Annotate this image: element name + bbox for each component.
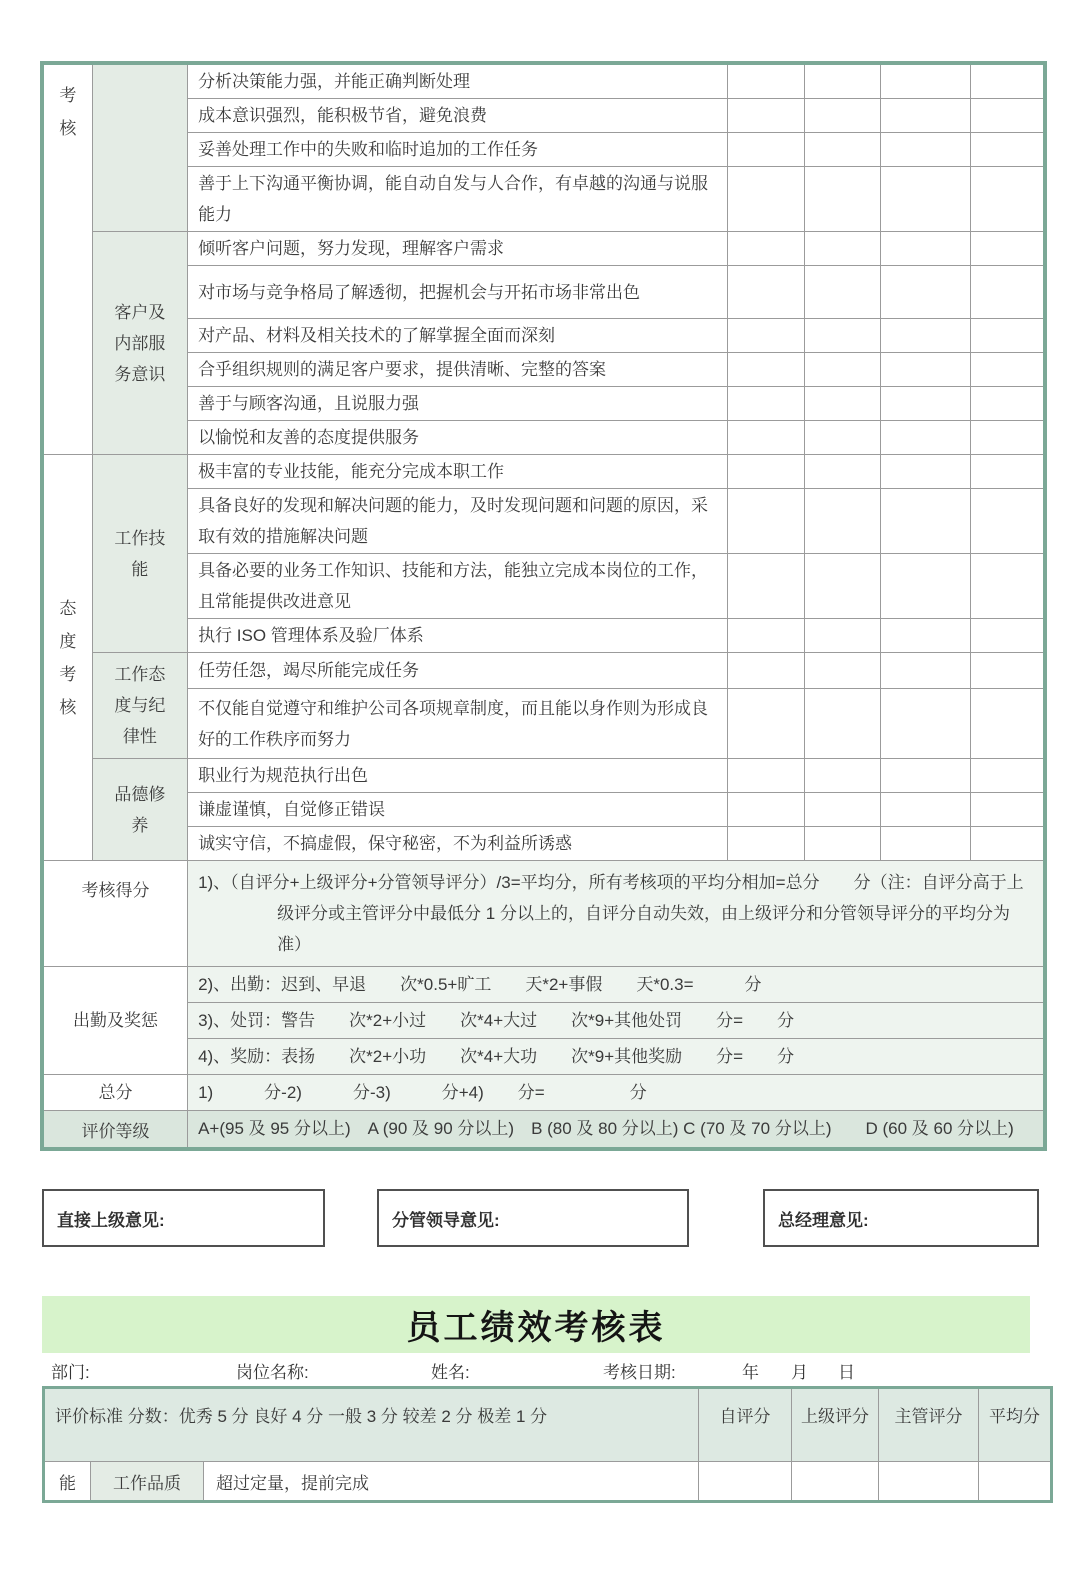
score-input-cell[interactable] [880, 689, 970, 759]
total-formula-cell: 1) 分-2) 分-3) 分+4) 分= 分 [188, 1075, 1045, 1111]
criteria-text-cell: 极丰富的专业技能，能充分完成本职工作 [188, 455, 728, 489]
month-label: 月 [791, 1363, 808, 1382]
score-input-cell[interactable] [804, 167, 880, 232]
rating-standard-header-row [44, 1388, 1052, 1462]
score-input-cell[interactable] [804, 653, 880, 689]
criteria-row [42, 387, 1045, 421]
general-manager-opinion-label: 总经理意见: [778, 1210, 869, 1230]
score-input-cell[interactable] [728, 554, 804, 619]
score-input-cell[interactable] [728, 319, 804, 353]
score-input-cell[interactable] [804, 489, 880, 554]
score-column-header: 上级评分 [792, 1388, 879, 1462]
criteria-text-cell: 以愉悦和友善的态度提供服务 [188, 421, 728, 455]
score-input-cell[interactable] [804, 421, 880, 455]
criteria-text-cell: 对市场与竞争格局了解透彻，把握机会与开拓市场非常出色 [188, 266, 728, 319]
score-column-header: 自评分 [699, 1388, 792, 1462]
grade-scale-row [42, 1111, 1045, 1150]
score-input-cell[interactable] [880, 266, 970, 319]
criteria-text-cell: 谦虚谨慎，自觉修正错误 [188, 793, 728, 827]
score-input-cell[interactable] [728, 489, 804, 554]
score-input-cell[interactable] [804, 619, 880, 653]
criteria-text-cell: 成本意识强烈，能积极节省，避免浪费 [188, 99, 728, 133]
score-input-cell[interactable] [728, 827, 804, 861]
score-input-cell[interactable] [880, 99, 970, 133]
criteria-text-cell: 分析决策能力强，并能正确判断处理 [188, 63, 728, 99]
form-title-bar [42, 1296, 1030, 1353]
criteria-row [42, 827, 1045, 861]
group-label-cell: 考核 [42, 63, 92, 455]
direct-supervisor-opinion-box[interactable] [42, 1189, 325, 1247]
score-input-cell[interactable] [880, 827, 970, 861]
form-title: 员工绩效考核表 [406, 1309, 666, 1347]
score-input-cell[interactable] [971, 554, 1045, 619]
score-input-cell[interactable] [804, 353, 880, 387]
score-input-cell[interactable] [880, 353, 970, 387]
score-input-cell[interactable] [728, 133, 804, 167]
score-input-cell[interactable] [979, 1462, 1052, 1502]
criteria-row [42, 619, 1045, 653]
score-input-cell[interactable] [699, 1462, 792, 1502]
employee-info-row [42, 1353, 1052, 1383]
criteria-row [42, 455, 1045, 489]
score-input-cell[interactable] [728, 99, 804, 133]
criteria-text-cell: 超过定量，提前完成 [204, 1462, 699, 1502]
criteria-text-cell: 合乎组织规则的满足客户要求，提供清晰、完整的答案 [188, 353, 728, 387]
criteria-text-cell: 妥善处理工作中的失败和临时追加的工作任务 [188, 133, 728, 167]
department-label: 部门: [51, 1363, 90, 1382]
division-leader-opinion-box[interactable] [377, 1189, 689, 1247]
year-label: 年 [742, 1363, 759, 1382]
score-input-cell[interactable] [971, 455, 1045, 489]
score-input-cell[interactable] [971, 759, 1045, 793]
rating-standard-table [42, 1386, 1053, 1503]
score-input-cell[interactable] [880, 319, 970, 353]
score-input-cell[interactable] [728, 266, 804, 319]
opinion-boxes-row [0, 1189, 1080, 1247]
criteria-row [42, 793, 1045, 827]
score-input-cell[interactable] [804, 793, 880, 827]
rating-standard-criteria-header: 评价标准 分数：优秀 5 分 良好 4 分 一般 3 分 较差 2 分 极差 1 分 [44, 1388, 699, 1462]
score-input-cell[interactable] [971, 387, 1045, 421]
score-input-cell[interactable] [728, 653, 804, 689]
review-date-label: 考核日期: [603, 1363, 676, 1382]
score-column-header: 平均分 [979, 1388, 1052, 1462]
performance-form-page [0, 61, 1080, 1503]
score-input-cell[interactable] [792, 1462, 879, 1502]
score-input-cell[interactable] [971, 232, 1045, 266]
criteria-row [42, 653, 1045, 689]
score-input-cell[interactable] [880, 455, 970, 489]
evaluation-criteria-table [40, 61, 1047, 1151]
subgroup-label-cell: 工作品质 [91, 1462, 204, 1502]
score-input-cell[interactable] [971, 63, 1045, 99]
score-input-cell[interactable] [880, 793, 970, 827]
score-input-cell[interactable] [728, 387, 804, 421]
score-input-cell[interactable] [880, 133, 970, 167]
criteria-row [42, 133, 1045, 167]
score-input-cell[interactable] [971, 319, 1045, 353]
total-score-row [42, 1075, 1045, 1111]
criteria-text-cell: 任劳任怨，竭尽所能完成任务 [188, 653, 728, 689]
score-input-cell[interactable] [728, 689, 804, 759]
name-label: 姓名: [431, 1363, 470, 1382]
score-input-cell[interactable] [728, 63, 804, 99]
score-input-cell[interactable] [971, 421, 1045, 455]
group-label-cell: 态度考核 [42, 455, 92, 861]
score-input-cell[interactable] [804, 133, 880, 167]
rating-criteria-row [44, 1462, 1052, 1502]
score-input-cell[interactable] [880, 554, 970, 619]
score-input-cell[interactable] [880, 63, 970, 99]
score-input-cell[interactable] [880, 232, 970, 266]
criteria-text-cell: 善于上下沟通平衡协调，能自动自发与人合作，有卓越的沟通与说服能力 [188, 167, 728, 232]
criteria-text-cell: 诚实守信，不搞虚假，保守秘密，不为利益所诱惑 [188, 827, 728, 861]
attendance-row [42, 1003, 1045, 1039]
score-input-cell[interactable] [804, 232, 880, 266]
score-input-cell[interactable] [880, 489, 970, 554]
score-summary-row [42, 861, 1045, 967]
score-formula-cell: 1)、（自评分+上级评分+分管领导评分）/3=平均分，所有考核项的平均分相加=总分 分（注：自评分高于上级评分或主管评分中最低分 1 分以上的，自评分自动失效，由上级评分和分管领导评分的平均分为准） [188, 861, 1045, 967]
criteria-row [42, 759, 1045, 793]
score-input-cell[interactable] [880, 619, 970, 653]
score-input-cell[interactable] [971, 133, 1045, 167]
criteria-text-cell: 具备必要的业务工作知识、技能和方法，能独立完成本岗位的工作，且常能提供改进意见 [188, 554, 728, 619]
criteria-row [42, 99, 1045, 133]
criteria-row [42, 353, 1045, 387]
score-input-cell[interactable] [804, 63, 880, 99]
criteria-row [42, 232, 1045, 266]
subgroup-label-cell [92, 63, 187, 232]
score-input-cell[interactable] [728, 167, 804, 232]
criteria-text-cell: 倾听客户问题，努力发现，理解客户需求 [188, 232, 728, 266]
grade-scale-cell: A+(95 及 95 分以上) A (90 及 90 分以上) B (80 及 80 分以上) C (70 及 70 分以上) D (60 及 60 分以上) [188, 1111, 1045, 1150]
criteria-text-cell: 善于与顾客沟通，且说服力强 [188, 387, 728, 421]
division-leader-opinion-label: 分管领导意见: [392, 1210, 500, 1230]
criteria-row [42, 266, 1045, 319]
total-score-label: 总分 [42, 1075, 188, 1111]
score-input-cell[interactable] [880, 167, 970, 232]
criteria-row [42, 167, 1045, 232]
criteria-row [42, 554, 1045, 619]
score-input-cell[interactable] [804, 387, 880, 421]
score-input-cell[interactable] [728, 232, 804, 266]
score-input-cell[interactable] [804, 266, 880, 319]
score-column-header: 主管评分 [879, 1388, 979, 1462]
score-input-cell[interactable] [804, 99, 880, 133]
attendance-row [42, 967, 1045, 1003]
subgroup-label-cell: 客户及内部服务意识 [92, 232, 187, 455]
score-input-cell[interactable] [971, 99, 1045, 133]
score-input-cell[interactable] [880, 653, 970, 689]
grade-scale-label: 评价等级 [42, 1111, 188, 1150]
criteria-row [42, 689, 1045, 759]
direct-supervisor-opinion-label: 直接上级意见: [57, 1210, 165, 1230]
score-input-cell[interactable] [728, 619, 804, 653]
score-input-cell[interactable] [880, 759, 970, 793]
criteria-row [42, 63, 1045, 99]
criteria-text-cell: 执行 ISO 管理体系及验厂体系 [188, 619, 728, 653]
general-manager-opinion-box[interactable] [763, 1189, 1039, 1247]
score-input-cell[interactable] [804, 827, 880, 861]
attendance-line-cell: 3)、处罚：警告 次*2+小过 次*4+大过 次*9+其他处罚 分= 分 [188, 1003, 1045, 1039]
subgroup-label-cell: 品德修养 [92, 759, 187, 861]
group-label-cell: 能 [44, 1462, 91, 1502]
criteria-text-cell: 具备良好的发现和解决问题的能力，及时发现问题和问题的原因，采取有效的措施解决问题 [188, 489, 728, 554]
score-input-cell[interactable] [804, 759, 880, 793]
score-input-cell[interactable] [804, 455, 880, 489]
score-input-cell[interactable] [804, 689, 880, 759]
score-input-cell[interactable] [971, 689, 1045, 759]
score-input-cell[interactable] [971, 353, 1045, 387]
position-label: 岗位名称: [236, 1363, 309, 1382]
criteria-text-cell: 职业行为规范执行出色 [188, 759, 728, 793]
score-input-cell[interactable] [971, 266, 1045, 319]
score-input-cell[interactable] [971, 167, 1045, 232]
score-input-cell[interactable] [804, 319, 880, 353]
subgroup-label-cell: 工作技能 [92, 455, 187, 653]
score-input-cell[interactable] [880, 387, 970, 421]
criteria-text-cell: 对产品、材料及相关技术的了解掌握全面而深刻 [188, 319, 728, 353]
score-input-cell[interactable] [728, 421, 804, 455]
score-input-cell[interactable] [728, 353, 804, 387]
criteria-text-cell: 不仅能自觉遵守和维护公司各项规章制度，而且能以身作则为形成良好的工作秩序而努力 [188, 689, 728, 759]
score-input-cell[interactable] [971, 619, 1045, 653]
score-section-label: 考核得分 [42, 861, 188, 967]
score-input-cell[interactable] [728, 793, 804, 827]
score-input-cell[interactable] [879, 1462, 979, 1502]
criteria-row [42, 489, 1045, 554]
score-input-cell[interactable] [971, 653, 1045, 689]
attendance-section-label: 出勤及奖惩 [42, 967, 188, 1075]
criteria-row [42, 421, 1045, 455]
criteria-row [42, 319, 1045, 353]
score-input-cell[interactable] [728, 759, 804, 793]
subgroup-label-cell: 工作态度与纪律性 [92, 653, 187, 759]
score-input-cell[interactable] [971, 827, 1045, 861]
attendance-row [42, 1039, 1045, 1075]
score-input-cell[interactable] [971, 793, 1045, 827]
score-input-cell[interactable] [804, 554, 880, 619]
day-label: 日 [838, 1363, 855, 1382]
attendance-line-cell: 4)、奖励：表扬 次*2+小功 次*4+大功 次*9+其他奖励 分= 分 [188, 1039, 1045, 1075]
score-input-cell[interactable] [880, 421, 970, 455]
score-input-cell[interactable] [728, 455, 804, 489]
score-input-cell[interactable] [971, 489, 1045, 554]
attendance-line-cell: 2)、出勤：迟到、早退 次*0.5+旷工 天*2+事假 天*0.3= 分 [188, 967, 1045, 1003]
